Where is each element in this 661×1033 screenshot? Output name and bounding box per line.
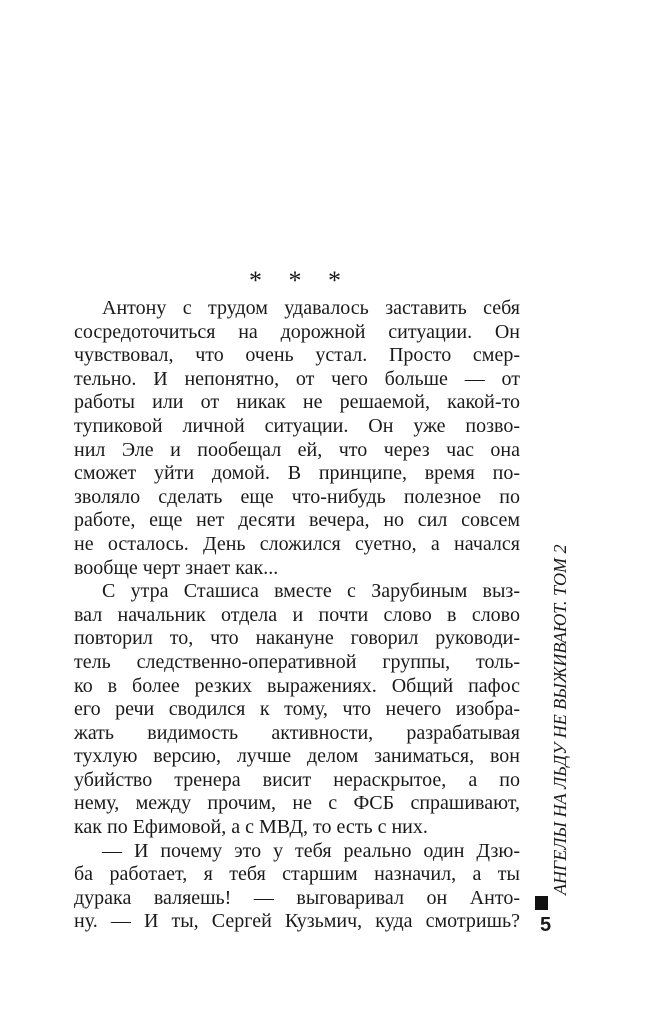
text-line: повторил то, что накануне говорил руководи- [74, 627, 520, 650]
text-line: вал начальник отдела и почти слово в слово [74, 603, 520, 626]
text-line: сосредоточиться на дорожной ситуации. Он [74, 320, 520, 343]
text-line: тухлую версию, лучше делом заниматься, вон [74, 745, 520, 768]
text-line: убийство тренера висит нераскрытое, а по [74, 768, 520, 791]
text-line: вообще черт знает как... [74, 556, 279, 579]
text-line: зволяло сделать еще что-нибудь полезное по [74, 485, 520, 508]
text-line: сможет уйти домой. В принципе, время по- [74, 462, 520, 485]
text-line: нему, между прочим, не с ФСБ спрашивают, [74, 792, 520, 815]
text-line: работе, еще нет десяти вечера, но сил совсем [74, 509, 520, 532]
running-head: АНГЕЛЫ НА ЛЬДУ НЕ ВЫЖИВАЮТ. ТОМ 2 [550, 544, 570, 895]
text-line: жать видимость активности, разрабатывая [74, 721, 520, 744]
text-line: работы или от никак не решаемой, какой-то [74, 391, 520, 414]
body-text [74, 297, 520, 934]
text-line: Антону с трудом удавалось заставить себя [102, 297, 520, 319]
text-line: его речи сводился к тому, что нечего изобра- [74, 698, 520, 721]
text-line: тель следственно-оперативной группы, толь- [74, 650, 520, 673]
text-line: дурака валяешь! — выговаривал он Анто- [74, 886, 520, 909]
text-line: как по Ефимовой, а с МВД, то есть с них. [74, 816, 428, 839]
text-line: не осталось. День сложился суетно, а начался [74, 532, 520, 555]
text-line: тупиковой личной ситуации. Он уже позво- [74, 414, 520, 437]
text-line: С утра Сташиса вместе с Зарубиным выз- [102, 580, 520, 603]
text-line: чувствовал, что очень устал. Просто смер- [74, 344, 520, 367]
section-separator: * * * [249, 266, 351, 295]
text-line: — И почему это у тебя реально один Дзю- [102, 839, 520, 862]
text-line: ко в более резких выражениях. Общий пафос [74, 674, 520, 697]
text-line: нил Эле и пообещал ей, что через час она [74, 438, 520, 461]
text-line: ба работает, я тебя старшим назначил, а ты [74, 863, 520, 886]
page-number: 5 [540, 914, 552, 936]
text-line: тельно. И непонятно, от чего больше — от [74, 367, 520, 390]
running-head-square-marker [535, 896, 548, 910]
text-line: ну. — И ты, Сергей Кузьмич, куда смотришь? [74, 910, 520, 933]
